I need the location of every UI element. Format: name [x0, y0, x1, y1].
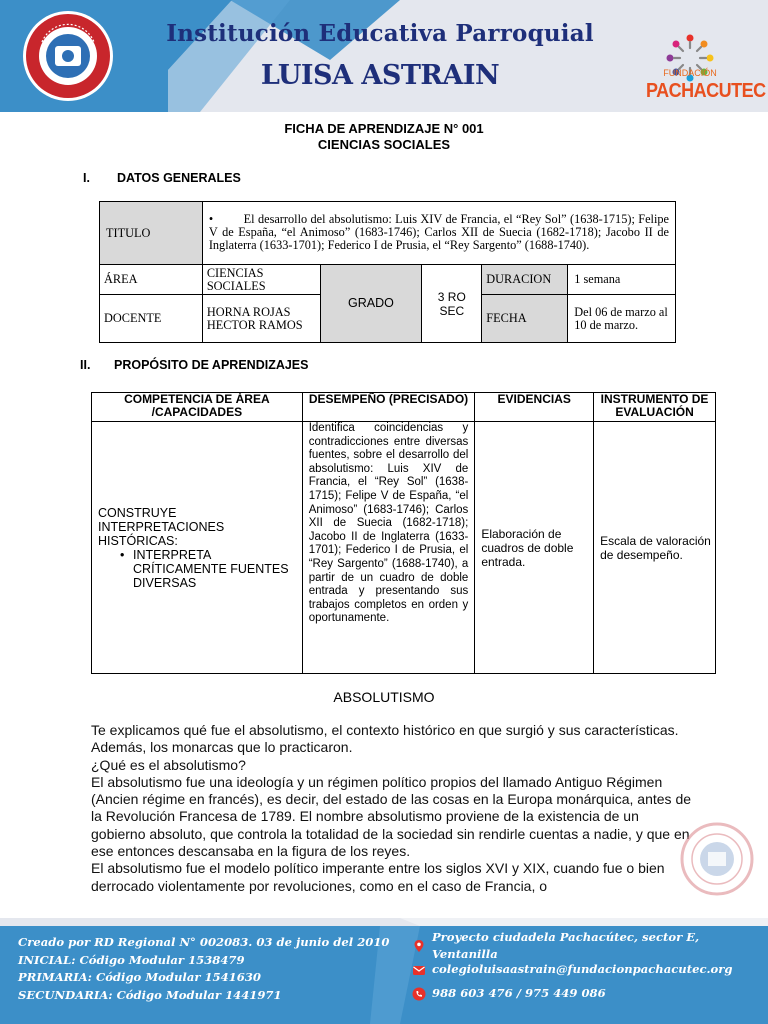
titulo-label: TITULO: [100, 202, 203, 265]
footer-contact-info: [412, 929, 768, 1006]
document-title: [0, 121, 768, 153]
footer-secundaria: SECUNDARIA: Código Modular 1441971: [18, 987, 282, 1002]
fecha-value: Del 06 de marzo al 10 de marzo.: [568, 295, 676, 343]
footer-address: Proyecto ciudadela Pachacútec, sector E, Ventanilla: [431, 929, 700, 961]
document-title-line1: FICHA DE APRENDIZAJE N° 001: [284, 121, 484, 136]
fecha-label: FECHA: [482, 295, 568, 343]
institution-title: Institución Educativa Parroquial: [166, 20, 594, 47]
article-body: [91, 722, 691, 895]
grado-value: 3 RO SEC: [422, 265, 482, 343]
area-value: CIENCIAS SOCIALES: [202, 265, 320, 295]
footer-created: Creado por RD Regional N° 002083. 03 de junio del 2010: [18, 935, 390, 949]
instrumento-cell: Escala de valoración de desempeño.: [594, 422, 716, 674]
purpose-table: [91, 392, 716, 674]
titulo-cell: [202, 202, 675, 265]
article-paragraph: El absolutismo fue el modelo político imperante entre los siglos XVI y XIX, cuando fue o bien derrocado violentamente por revoluciones, como en el caso de Francia, o: [91, 860, 665, 894]
foundation-label: FUNDACIÓN: [663, 68, 717, 78]
document-title-line2: CIENCIAS SOCIALES: [317, 137, 451, 152]
watermark-stamp-icon: [680, 822, 754, 896]
footer-school-info: [18, 934, 389, 1004]
capacidad-text: INTERPRETA CRÍTICAMENTE FUENTES DIVERSAS: [133, 547, 289, 590]
header-evidencias: EVIDENCIAS: [475, 393, 594, 422]
desempeno-cell: Identifica coincidencias y contradicciones entre diversas fuentes, sobre el desarrollo del absolutismo: Luis XIV de Francia, el “Rey Sol” (1638-1715); Felipe V de España, “el Animoso” (1683-1746); Carlos XII de Suecia (1682-1718); Jacobo II de Inglaterra (1633-1701); Federico I de Prusia, el “Rey Sargento” (1688-1740), a partir de un cuadro de doble entrada y presentando sus trabajos completos en orden y oportunamente.: [302, 422, 475, 674]
titulo-value: El desarrollo del absolutismo: Luis XIV de Francia, el “Rey Sol” (1638-1715); Felipe V de España, “el Animoso” (1683-1746); Carlos XII de Suecia (1682-1718); Jacobo II de Inglaterra (1633-1701); Federico I de Prusia, el “Rey Sargento” (1688-1740).: [208, 212, 669, 252]
duracion-label: DURACION: [482, 265, 568, 295]
capacidad-item: [98, 548, 298, 590]
section-title: DATOS GENERALES: [117, 171, 241, 185]
bullet-icon: •: [120, 547, 125, 562]
section-heading-purpose: [80, 358, 308, 372]
footer-email[interactable]: colegioluisaastrain@fundacionpachacutec.org: [432, 962, 733, 977]
grado-label: GRADO: [320, 265, 422, 343]
footer-phones: 988 603 476 / 975 449 086: [432, 986, 606, 1001]
header-competencia: COMPETENCIA DE ÁREA /CAPACIDADES: [92, 393, 303, 422]
header-instrumento: INSTRUMENTO DE EVALUACIÓN: [594, 393, 716, 422]
evidencias-cell: Elaboración de cuadros de doble entrada.: [475, 422, 594, 674]
general-data-table: [99, 201, 676, 343]
phone-icon: [412, 987, 426, 1001]
article-paragraph: Te explicamos qué fue el absolutismo, el contexto histórico en que surgió y sus características. Además, los monarcas que lo practicaron.: [91, 722, 679, 756]
footer-phone-row: [412, 982, 768, 1006]
school-logo-icon: [22, 10, 114, 102]
section-number: II.: [80, 358, 91, 372]
section-title: PROPÓSITO DE APRENDIZAJES: [114, 358, 309, 372]
foundation-name: PACHACUTEC: [646, 78, 766, 102]
article-paragraph: El absolutismo fue una ideología y un régimen político propios del llamado Antiguo Régimen (Ancien régime en francés), es decir, del estado de las cosas en la Europa monárquica, antes de la Revolución Francesa de 1789. El nombre absolutismo proviene de la existencia de un gobierno absoluto, que controla la totalidad de la sociedad sin rendirle cuentas a nadie, y que en ese entonces descansaba en la figura de los reyes.: [91, 773, 692, 860]
article-question: ¿Qué es el absolutismo?: [91, 756, 246, 773]
footer-address-row: [412, 929, 768, 961]
school-name: LUISA ASTRAIN: [260, 60, 500, 91]
area-label: ÁREA: [100, 265, 203, 295]
competencia-text: CONSTRUYE INTERPRETACIONES HISTÓRICAS:: [98, 505, 225, 548]
docente-value: HORNA ROJAS HECTOR RAMOS: [202, 295, 320, 343]
footer-inicial: INICIAL: Código Modular 1538479: [18, 952, 245, 967]
section-heading-general: [83, 171, 241, 185]
header-desempeno: DESEMPEÑO (PRECISADO): [302, 393, 475, 422]
docente-label: DOCENTE: [100, 295, 203, 343]
page-header: [0, 0, 768, 112]
footer-primaria: PRIMARIA: Código Modular 1541630: [18, 970, 261, 984]
competencia-cell: [92, 422, 303, 674]
email-icon: [412, 963, 426, 977]
footer-email-row: [412, 958, 768, 982]
location-pin-icon: [412, 939, 426, 953]
duracion-value: 1 semana: [568, 265, 676, 295]
article-title: ABSOLUTISMO: [333, 689, 435, 705]
bullet-icon: •: [208, 212, 244, 226]
section-number: I.: [83, 171, 90, 185]
